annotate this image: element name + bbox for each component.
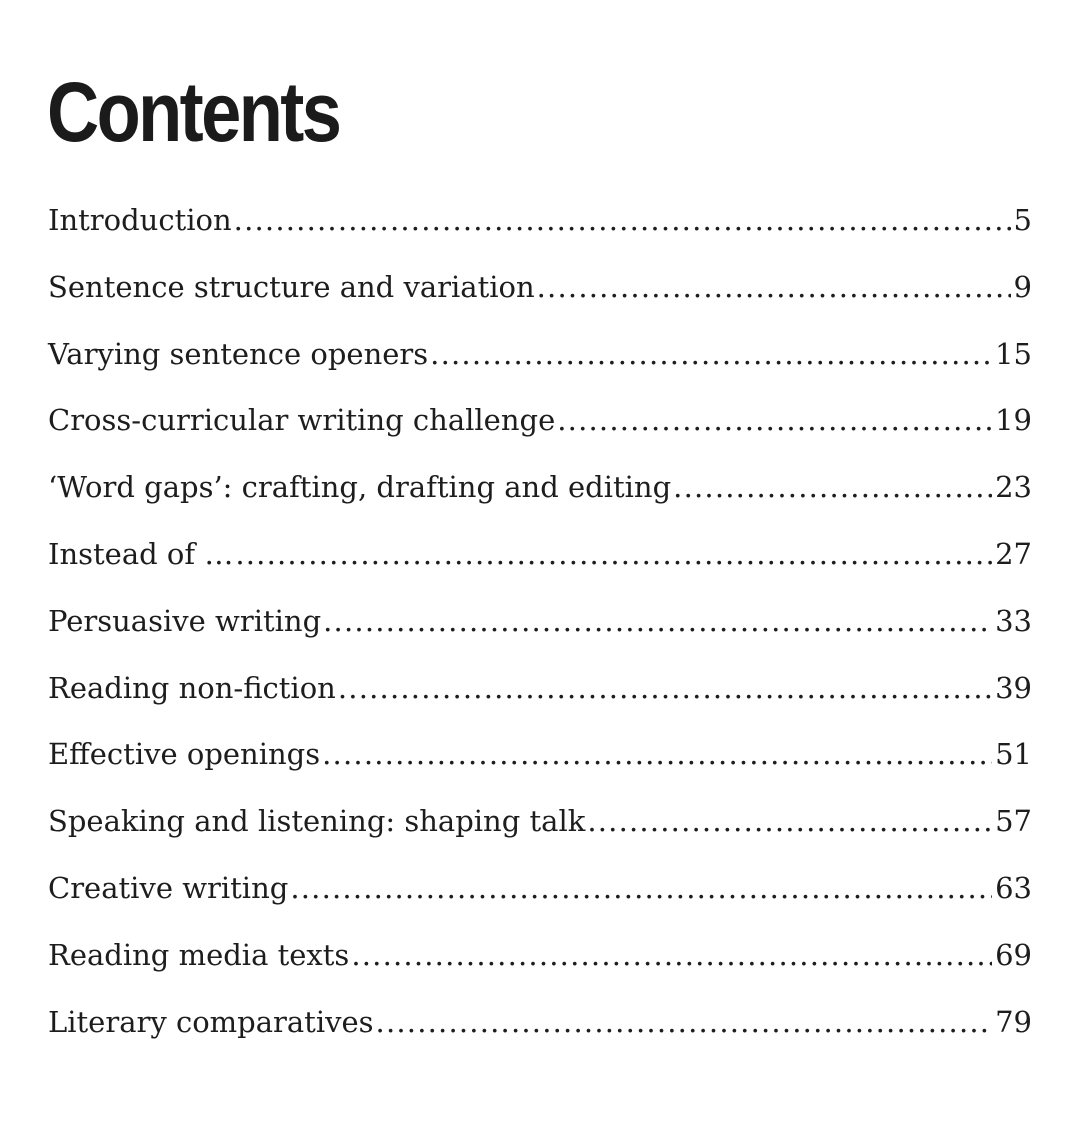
dot-leader (322, 730, 992, 778)
toc-entry-label: Sentence structure and variation (48, 269, 535, 304)
toc-entry-label: Creative writing (48, 870, 289, 905)
toc-entry-page: 15 (995, 336, 1032, 371)
toc-entry-page: 39 (995, 670, 1032, 705)
dot-leader (587, 797, 992, 845)
dot-leader (557, 396, 992, 444)
toc-entry-introduction[interactable] (48, 196, 1032, 263)
toc-entry-label: Instead of … (48, 536, 234, 571)
toc-entry-label: Reading media texts (48, 937, 350, 972)
toc-entry-instead-of[interactable] (48, 530, 1032, 597)
toc-entry-page: 63 (995, 870, 1032, 905)
toc-entry-label: Cross-curricular writing challenge (48, 403, 556, 438)
toc-entry-label: Reading non-fiction (48, 670, 336, 705)
toc-entry-sentence-openers[interactable] (48, 330, 1032, 397)
toc-entry-page: 69 (995, 937, 1032, 972)
dot-leader (430, 330, 992, 378)
dot-leader (290, 864, 992, 912)
toc-entry-reading-non-fiction[interactable] (48, 664, 1032, 731)
toc-entry-page: 51 (995, 737, 1032, 772)
toc-entry-cross-curricular[interactable] (48, 396, 1032, 463)
toc-entry-creative-writing[interactable] (48, 864, 1032, 931)
toc-entry-page: 79 (995, 1004, 1032, 1039)
toc-entry-label: Introduction (48, 203, 232, 237)
toc-entry-persuasive-writing[interactable] (48, 597, 1032, 664)
toc-entry-effective-openings[interactable] (48, 730, 1032, 797)
toc-entry-speaking-listening[interactable] (48, 797, 1032, 864)
toc-entry-page: 27 (995, 536, 1032, 571)
page-title: Contents (47, 65, 340, 159)
dot-leader (234, 196, 1011, 244)
dot-leader (338, 664, 992, 712)
toc-entry-page: 23 (995, 470, 1032, 505)
dot-leader (537, 263, 1011, 311)
dot-leader (351, 931, 992, 979)
toc-entry-page: 57 (995, 804, 1032, 839)
toc-entry-sentence-structure[interactable] (48, 263, 1032, 330)
toc-entry-reading-media-texts[interactable] (48, 931, 1032, 998)
toc-entry-label: Effective openings (48, 737, 321, 772)
dot-leader (235, 530, 992, 578)
dot-leader (673, 463, 992, 511)
toc-entry-page: 9 (1013, 269, 1032, 304)
toc-entry-label: Persuasive writing (48, 603, 322, 638)
toc-entry-literary-comparatives[interactable] (48, 998, 1032, 1065)
dot-leader (323, 597, 992, 645)
table-of-contents (48, 196, 1032, 1064)
toc-entry-label: ‘Word gaps’: crafting, drafting and editing (48, 470, 672, 505)
toc-entry-word-gaps[interactable] (48, 463, 1032, 530)
toc-entry-page: 5 (1013, 203, 1032, 237)
toc-entry-label: Varying sentence openers (48, 336, 429, 371)
toc-entry-label: Literary comparatives (48, 1004, 374, 1039)
dot-leader (376, 998, 993, 1046)
toc-entry-label: Speaking and listening: shaping talk (48, 804, 586, 839)
toc-entry-page: 33 (995, 603, 1032, 638)
toc-entry-page: 19 (995, 403, 1032, 438)
